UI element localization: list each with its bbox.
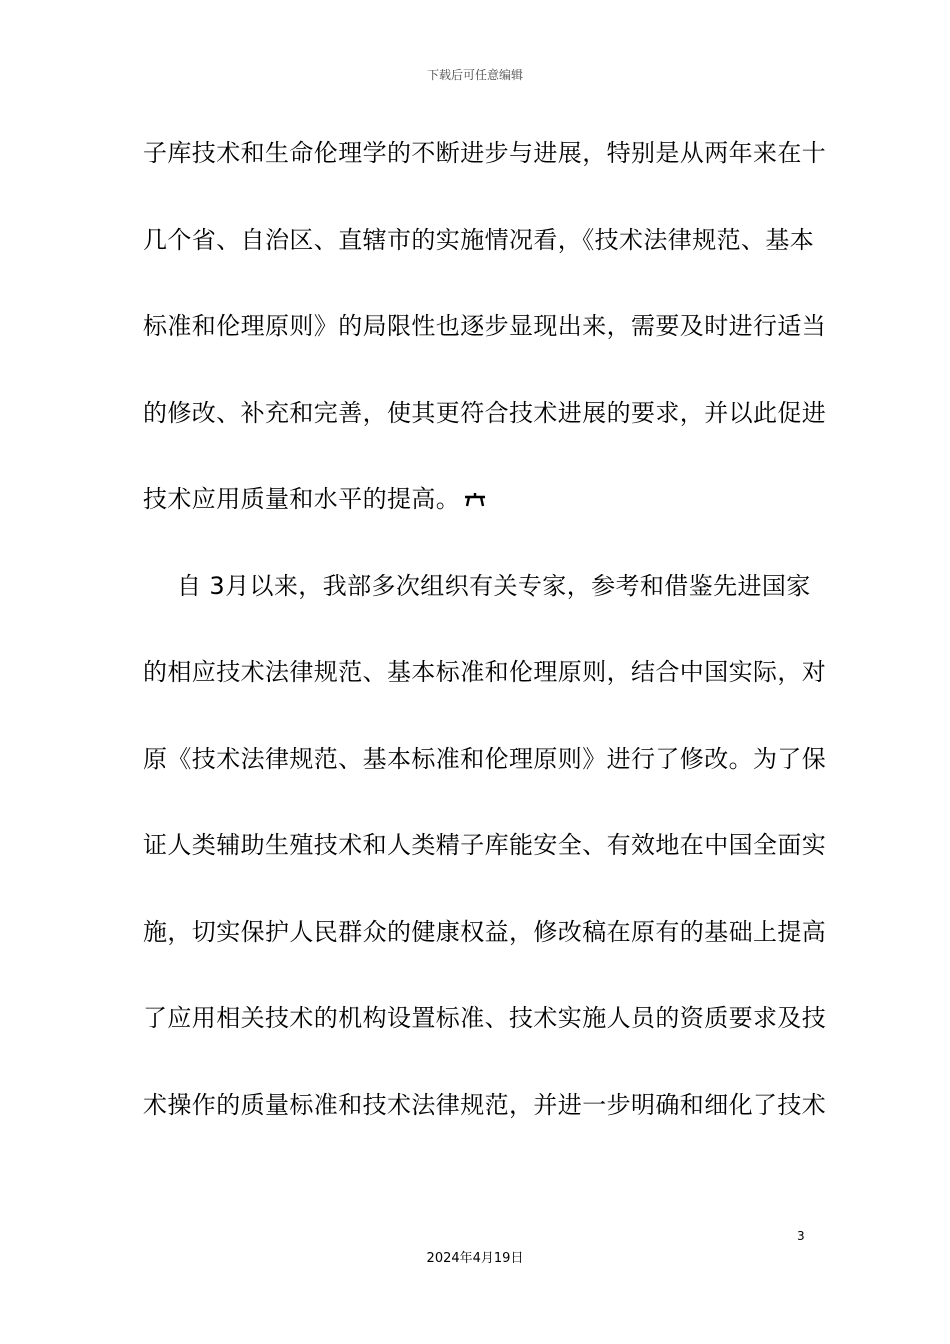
text-line: 的修改、补充和完善，使其更符合技术进展的要求，并以此促进 (143, 398, 827, 427)
text-line: 原《技术法律规范、基本标准和伦理原则》进行了修改。为了保 (143, 744, 827, 773)
text-line: 子库技术和生命伦理学的不断进步与进展，特别是从两年来在十 (143, 139, 827, 167)
body-text (143, 128, 827, 1166)
text-line: 自 3月以来，我部多次组织有关专家，参考和借鉴先进国家 (177, 571, 811, 600)
text-line: 术操作的质量标准和技术法律规范，并进一步明确和细化了技术 (143, 1090, 827, 1119)
paragraph-mark-icon (462, 491, 488, 509)
text-line: 证人类辅助生殖技术和人类精子库能安全、有效地在中国全面实 (143, 831, 827, 859)
page-number: 3 (797, 1229, 805, 1243)
paragraph (143, 561, 827, 1167)
footer-date: 2024年4月19日 (426, 1251, 524, 1266)
text-line: 标准和伦理原则》的局限性也逐步显现出来，需要及时进行适当 (143, 312, 827, 340)
text-line (143, 474, 803, 561)
text-line: 施，切实保护人民群众的健康权益，修改稿在原有的基础上提高 (143, 917, 827, 946)
text-span: 技术应用质量和水平的提高。 (143, 485, 461, 513)
text-line: 几个省、自治区、直辖市的实施情况看，《技术法律规范、基本 (143, 225, 815, 254)
text-line: 的相应技术法律规范、基本标准和伦理原则，结合中国实际，对 (143, 658, 827, 686)
text-line: 了应用相关技术的机构设置标准、技术实施人员的资质要求及技 (143, 1004, 827, 1032)
header-note: 下载后可任意编辑 (426, 68, 523, 82)
paragraph (143, 128, 827, 561)
